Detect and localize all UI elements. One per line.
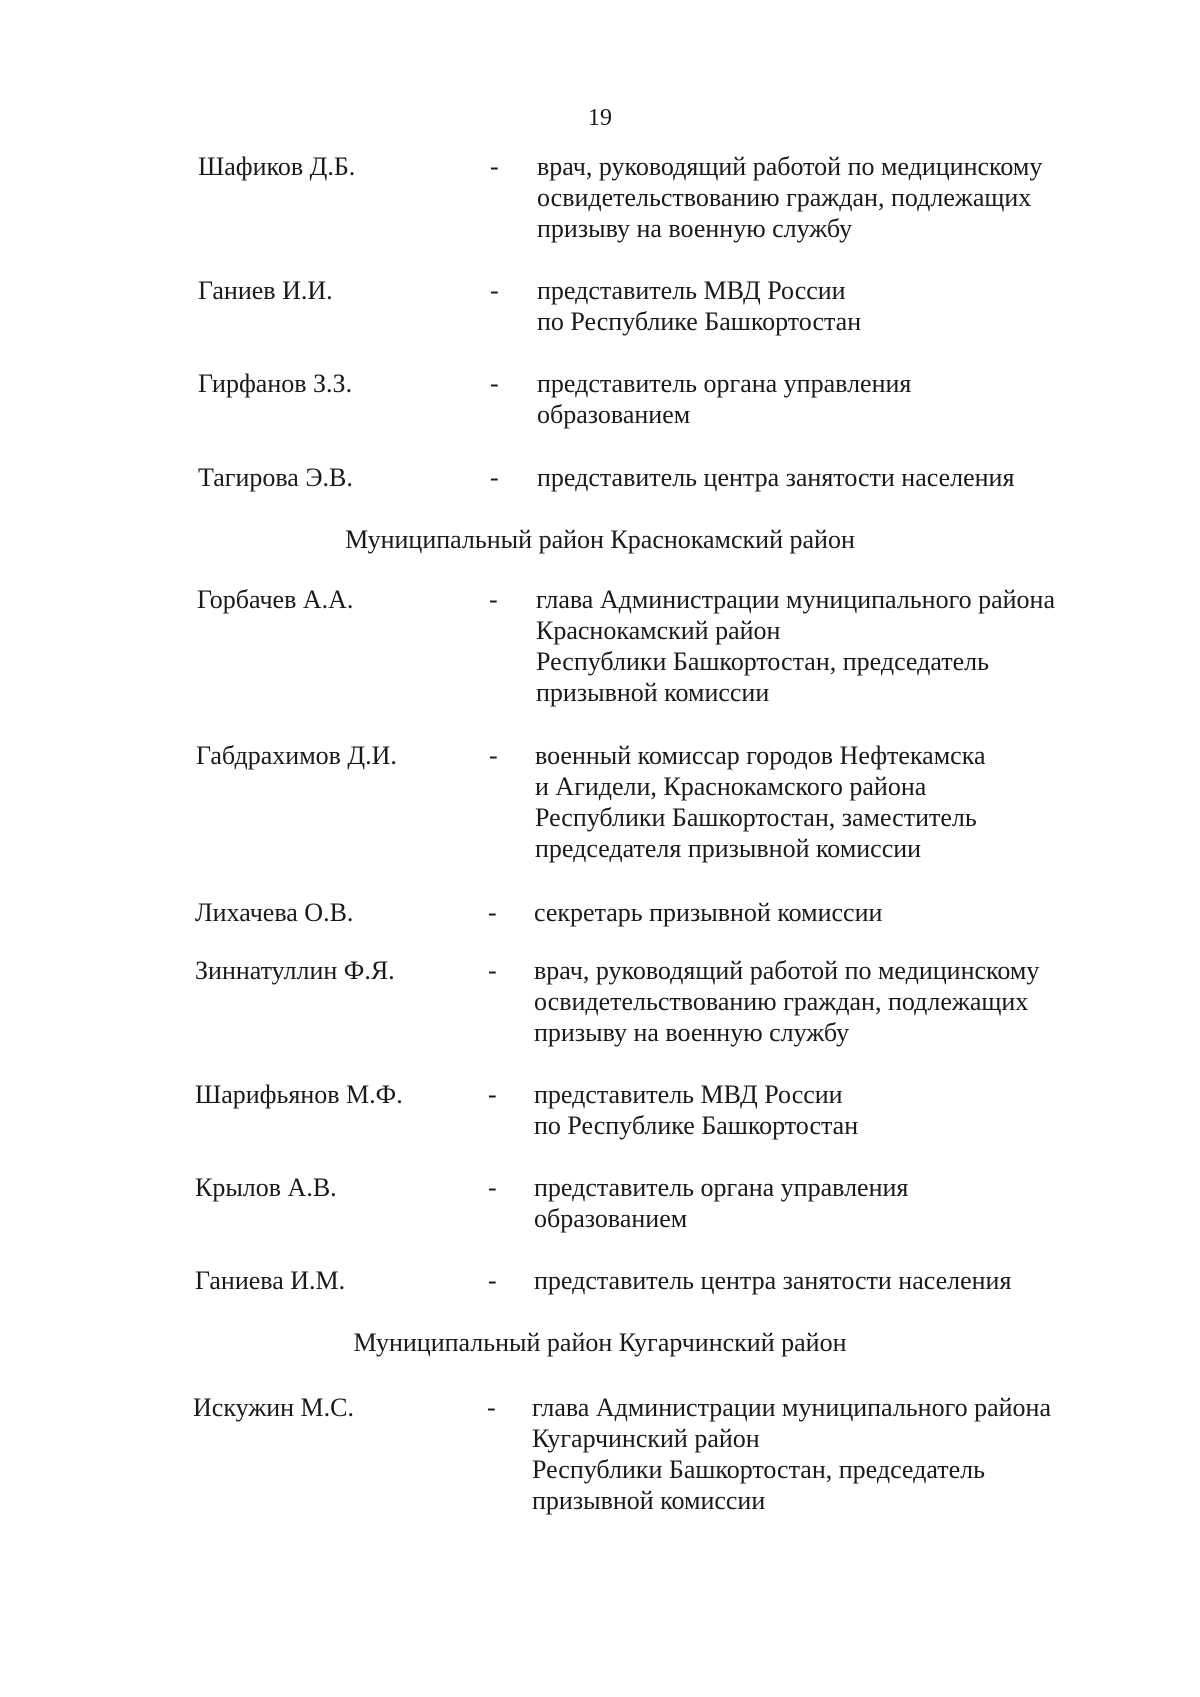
role-line: представитель органа управления xyxy=(534,1173,909,1202)
role-line: Краснокамский район xyxy=(536,616,781,645)
role-line: врач, руководящий работой по медицинскому xyxy=(537,152,1043,181)
role-line: представитель центра занятости населения xyxy=(534,1266,1012,1295)
member-role xyxy=(535,740,986,864)
member-role xyxy=(534,955,1039,1048)
separator-dash: - xyxy=(490,463,499,492)
district-heading: Муниципальный район Краснокамский район xyxy=(345,525,855,554)
separator-dash: - xyxy=(490,369,499,398)
member-name: Ганиева И.М. xyxy=(195,1266,346,1295)
member-role xyxy=(537,368,911,430)
separator-dash: - xyxy=(490,276,499,305)
member-name: Шарифьянов М.Ф. xyxy=(195,1080,403,1109)
member-name: Шафиков Д.Б. xyxy=(198,152,356,181)
role-line: освидетельствованию граждан, подлежащих xyxy=(537,183,1032,212)
member-role xyxy=(534,1079,858,1141)
member-role xyxy=(532,1392,1051,1516)
role-line: Кугарчинский район xyxy=(532,1424,760,1453)
member-name: Лихачева О.В. xyxy=(195,898,354,927)
member-role xyxy=(536,584,1055,708)
role-line: председателя призывной комиссии xyxy=(535,834,922,863)
role-line: Республики Башкортостан, председатель xyxy=(536,647,989,676)
role-line: представитель органа управления xyxy=(537,369,912,398)
separator-dash: - xyxy=(488,956,497,985)
separator-dash: - xyxy=(488,1173,497,1202)
role-line: образованием xyxy=(534,1204,688,1233)
role-line: освидетельствованию граждан, подлежащих xyxy=(534,987,1029,1016)
role-line: врач, руководящий работой по медицинскому xyxy=(534,956,1040,985)
member-name: Зиннатуллин Ф.Я. xyxy=(195,956,395,985)
role-line: глава Администрации муниципального района xyxy=(536,585,1055,614)
role-line: представитель МВД России xyxy=(534,1080,843,1109)
separator-dash: - xyxy=(488,898,497,927)
member-name: Горбачев А.А. xyxy=(197,585,354,614)
member-name: Искужин М.С. xyxy=(193,1393,354,1422)
separator-dash: - xyxy=(489,741,498,770)
member-name: Крылов А.В. xyxy=(195,1173,337,1202)
member-name: Габдрахимов Д.И. xyxy=(196,741,397,770)
member-role xyxy=(534,1172,908,1234)
member-role xyxy=(537,275,861,337)
member-role xyxy=(534,1265,1011,1296)
role-line: призыву на военную службу xyxy=(537,214,853,243)
role-line: глава Администрации муниципального района xyxy=(532,1393,1051,1422)
member-role xyxy=(537,151,1042,244)
role-line: образованием xyxy=(537,400,691,429)
member-role xyxy=(537,462,1014,493)
role-line: секретарь призывной комиссии xyxy=(534,898,883,927)
separator-dash: - xyxy=(487,1393,496,1422)
member-name: Ганиев И.И. xyxy=(198,276,333,305)
member-name: Гирфанов З.З. xyxy=(198,369,353,398)
district-heading: Муниципальный район Кугарчинский район xyxy=(353,1328,847,1357)
separator-dash: - xyxy=(490,152,499,181)
role-line: призывной комиссии xyxy=(536,678,770,707)
role-line: и Агидели, Краснокамского района xyxy=(535,772,927,801)
role-line: Республики Башкортостан, председатель xyxy=(532,1455,985,1484)
member-name: Тагирова Э.В. xyxy=(198,463,353,492)
role-line: представитель центра занятости населения xyxy=(537,463,1015,492)
member-role xyxy=(534,897,882,928)
role-line: военный комиссар городов Нефтекамска xyxy=(535,741,986,770)
separator-dash: - xyxy=(488,1266,497,1295)
role-line: призывной комиссии xyxy=(532,1486,766,1515)
role-line: призыву на военную службу xyxy=(534,1018,850,1047)
separator-dash: - xyxy=(489,585,498,614)
page-number: 19 xyxy=(588,105,612,131)
role-line: Республики Башкортостан, заместитель xyxy=(535,803,977,832)
separator-dash: - xyxy=(488,1080,497,1109)
role-line: по Республике Башкортостан xyxy=(534,1111,859,1140)
role-line: по Республике Башкортостан xyxy=(537,307,862,336)
role-line: представитель МВД России xyxy=(537,276,846,305)
